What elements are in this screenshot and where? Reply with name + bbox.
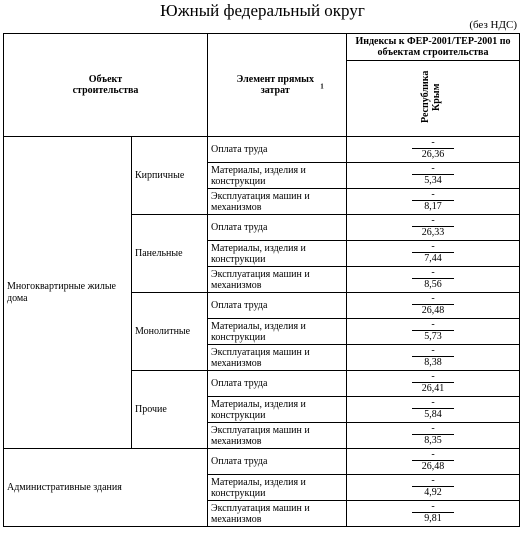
element-label: Материалы, изделия и конструкции: [208, 319, 347, 345]
building-type: Прочие: [132, 371, 208, 449]
dash-mark: -: [431, 267, 435, 278]
index-number: 26,36: [412, 148, 454, 161]
element-label: Эксплуатация машин и механизмов: [208, 423, 347, 449]
object-name: Административные здания: [4, 449, 208, 527]
element-label: Оплата труда: [208, 137, 347, 163]
index-value: [347, 423, 520, 449]
index-value: [347, 189, 520, 215]
element-label: Эксплуатация машин и механизмов: [208, 501, 347, 527]
dash-mark: -: [431, 449, 435, 460]
index-value: [347, 163, 520, 189]
index-number: 7,44: [412, 252, 454, 265]
element-label: Эксплуатация машин и механизмов: [208, 345, 347, 371]
index-value: [347, 501, 520, 527]
index-value: [347, 319, 520, 345]
dash-mark: -: [431, 215, 435, 226]
dash-mark: -: [431, 423, 435, 434]
index-number: 26,41: [412, 382, 454, 395]
dash-mark: -: [431, 241, 435, 252]
index-number: 26,48: [412, 304, 454, 317]
element-label: Оплата труда: [208, 449, 347, 475]
element-label: Материалы, изделия и конструкции: [208, 163, 347, 189]
index-number: 4,92: [412, 486, 454, 499]
element-label: Оплата труда: [208, 371, 347, 397]
dash-mark: -: [431, 501, 435, 512]
dash-mark: -: [431, 319, 435, 330]
index-number: 8,35: [412, 434, 454, 447]
index-value: [347, 475, 520, 501]
dash-mark: -: [431, 475, 435, 486]
dash-mark: -: [431, 137, 435, 148]
index-number: 5,84: [412, 408, 454, 421]
index-value: [347, 137, 520, 163]
dash-mark: -: [431, 189, 435, 200]
index-value: [347, 345, 520, 371]
element-label: Материалы, изделия и конструкции: [208, 241, 347, 267]
index-value: [347, 241, 520, 267]
index-table: [3, 33, 520, 527]
table-row: [4, 449, 520, 475]
vat-note: (без НДС): [469, 19, 517, 31]
footnote-mark: 1: [320, 82, 324, 91]
index-value: [347, 449, 520, 475]
dash-mark: -: [431, 371, 435, 382]
element-label: Эксплуатация машин и механизмов: [208, 189, 347, 215]
index-number: 9,81: [412, 512, 454, 525]
element-label: Оплата труда: [208, 293, 347, 319]
index-number: 8,56: [412, 278, 454, 291]
building-type: Панельные: [132, 215, 208, 293]
index-number: 8,17: [412, 200, 454, 213]
table-row: [4, 137, 520, 163]
index-number: 5,34: [412, 174, 454, 187]
element-label: Оплата труда: [208, 215, 347, 241]
index-value: [347, 371, 520, 397]
index-value: [347, 397, 520, 423]
object-name: Многоквартирные жилые дома: [4, 137, 132, 449]
element-label: Материалы, изделия и конструкции: [208, 475, 347, 501]
index-number: 8,38: [412, 356, 454, 369]
dash-mark: -: [431, 163, 435, 174]
header-element: Элемент прямых затрат $^1$: [208, 34, 347, 137]
index-number: 26,48: [412, 460, 454, 473]
dash-mark: -: [431, 345, 435, 356]
dash-mark: -: [431, 397, 435, 408]
index-value: [347, 267, 520, 293]
header-region: Республика Крым: [347, 61, 520, 137]
building-type: Кирпичные: [132, 137, 208, 215]
element-label: Эксплуатация машин и механизмов: [208, 267, 347, 293]
index-number: 26,33: [412, 226, 454, 239]
dash-mark: -: [431, 293, 435, 304]
index-value: [347, 293, 520, 319]
header-object: Объект строительства: [4, 34, 208, 137]
element-label: Материалы, изделия и конструкции: [208, 397, 347, 423]
index-value: [347, 215, 520, 241]
index-number: 5,73: [412, 330, 454, 343]
building-type: Монолитные: [132, 293, 208, 371]
header-index-group: Индексы к ФЕР-2001/ТЕР-2001 по объектам строительства: [347, 34, 520, 61]
page-title: Южный федеральный округ: [160, 1, 365, 20]
